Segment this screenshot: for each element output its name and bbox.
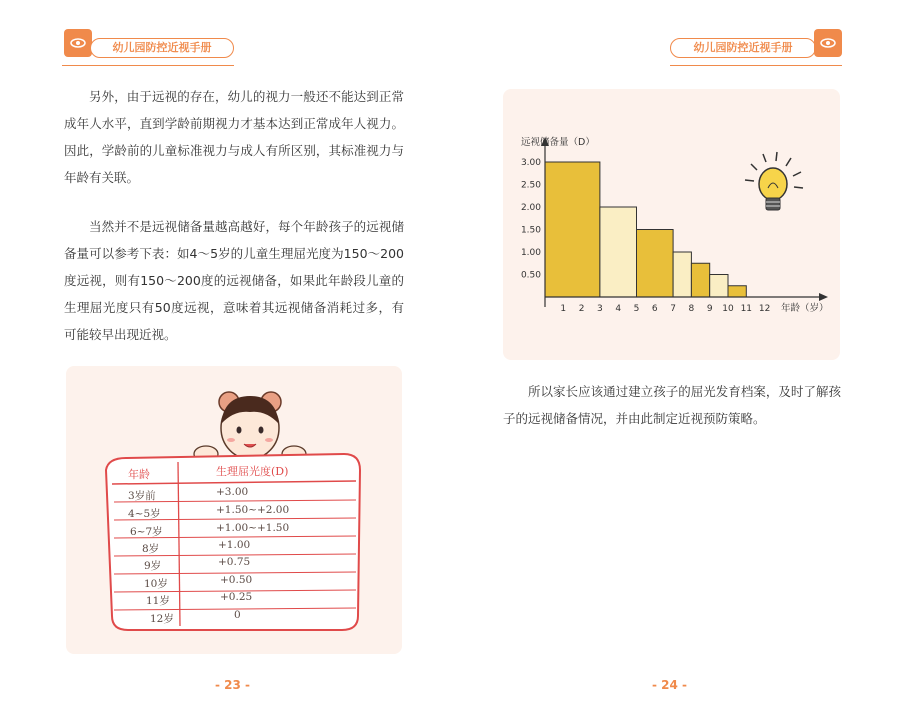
eye-icon-box <box>64 29 92 57</box>
eye-icon <box>814 29 842 57</box>
chart-bar <box>637 230 674 298</box>
chart-bar <box>728 286 746 297</box>
table-cell-age: 4~5岁 <box>128 508 161 520</box>
table-cell-value: +1.00 <box>218 539 251 551</box>
y-tick-label: 2.00 <box>520 203 541 213</box>
table-cell-age: 9岁 <box>144 560 162 572</box>
x-tick-label: 12 <box>758 304 771 314</box>
refraction-table <box>66 366 402 654</box>
x-tick-label: 1 <box>560 304 567 314</box>
eye-icon-box <box>814 29 842 57</box>
table-cell-value: +0.75 <box>218 556 251 568</box>
table-cell-age: 10岁 <box>144 578 168 590</box>
table-cell-age: 8岁 <box>142 543 160 555</box>
table-cell-value: +0.25 <box>220 591 253 603</box>
chart-bar <box>710 275 728 298</box>
table-header-age: 年龄 <box>128 468 150 481</box>
x-axis-label: 年龄（岁） <box>781 303 829 314</box>
y-tick-label: 1.00 <box>520 248 541 258</box>
paragraph-parents: 所以家长应该通过建立孩子的屈光发育档案，及时了解孩子的远视储备情况，并由此制定近视预防策略。 <box>503 384 841 426</box>
x-axis-arrow <box>819 293 828 301</box>
header-title: 幼儿园防控近视手册 <box>670 38 816 58</box>
table-header-refraction: 生理屈光度(D) <box>216 465 289 478</box>
x-tick-label: 8 <box>688 304 695 314</box>
x-tick-label: 9 <box>706 304 713 314</box>
paragraph-reserve: 当然并不是远视储备量越高越好，每个年龄孩子的远视储备量可以参考下表：如4～5岁的儿童生理屈光度为150～200度远视，则有150～200度的远视储备，如果此年龄段儿童的生理屈光度只有50度远视，意味着其远视储备消耗过多，有可能较早出现近视。 <box>64 219 404 342</box>
x-tick-label: 11 <box>740 304 753 314</box>
page-number: - 23 - <box>215 678 251 692</box>
eye-icon <box>64 29 92 57</box>
table-cell-value: +1.00~+1.50 <box>216 522 290 534</box>
y-tick-label: 0.50 <box>520 270 541 281</box>
lightbulb-icon <box>745 152 803 210</box>
chart-bar <box>600 207 637 297</box>
page-number: - 24 - <box>652 678 688 692</box>
table-cell-age: 3岁前 <box>128 490 156 502</box>
table-cell-value: 0 <box>234 609 241 621</box>
table-cell-value: +1.50~+2.00 <box>216 504 290 516</box>
header-line <box>670 65 842 66</box>
refraction-table-card <box>66 366 402 654</box>
table-cell-value: +0.50 <box>220 574 253 586</box>
table-cell-value: +3.00 <box>216 486 249 498</box>
y-tick-label: 2.50 <box>520 180 541 191</box>
header-title: 幼儿园防控近视手册 <box>90 38 234 58</box>
chart-bar <box>691 263 709 297</box>
x-tick-label: 7 <box>670 304 676 314</box>
x-tick-label: 2 <box>578 304 585 314</box>
reserve-chart-card <box>503 89 840 360</box>
header-line <box>62 65 234 66</box>
table-cell-age: 11岁 <box>146 595 170 607</box>
header-right <box>670 29 842 62</box>
y-tick-label: 3.00 <box>520 158 541 168</box>
paragraph-vision-age: 另外，由于远视的存在，幼儿的视力一般还不能达到正常成年人水平，直到学龄前期视力才基本达到正常成年人视力。因此，学龄前的儿童标准视力与成人有所区别，其标准视力与年龄有关联。 <box>64 89 404 185</box>
chart-bar <box>545 162 600 297</box>
reserve-bar-chart <box>503 89 840 360</box>
table-cell-age: 6~7岁 <box>130 526 163 538</box>
x-tick-label: 5 <box>633 304 640 314</box>
x-tick-label: 3 <box>597 304 603 314</box>
x-tick-label: 10 <box>722 304 734 314</box>
y-axis-label: 远视储备量（D） <box>521 137 595 148</box>
x-tick-label: 4 <box>615 304 622 314</box>
y-tick-label: 1.50 <box>520 225 541 236</box>
x-tick-label: 6 <box>651 304 658 314</box>
table-cell-age: 12岁 <box>150 613 174 625</box>
header-left <box>62 29 234 62</box>
chart-bar <box>673 252 691 297</box>
